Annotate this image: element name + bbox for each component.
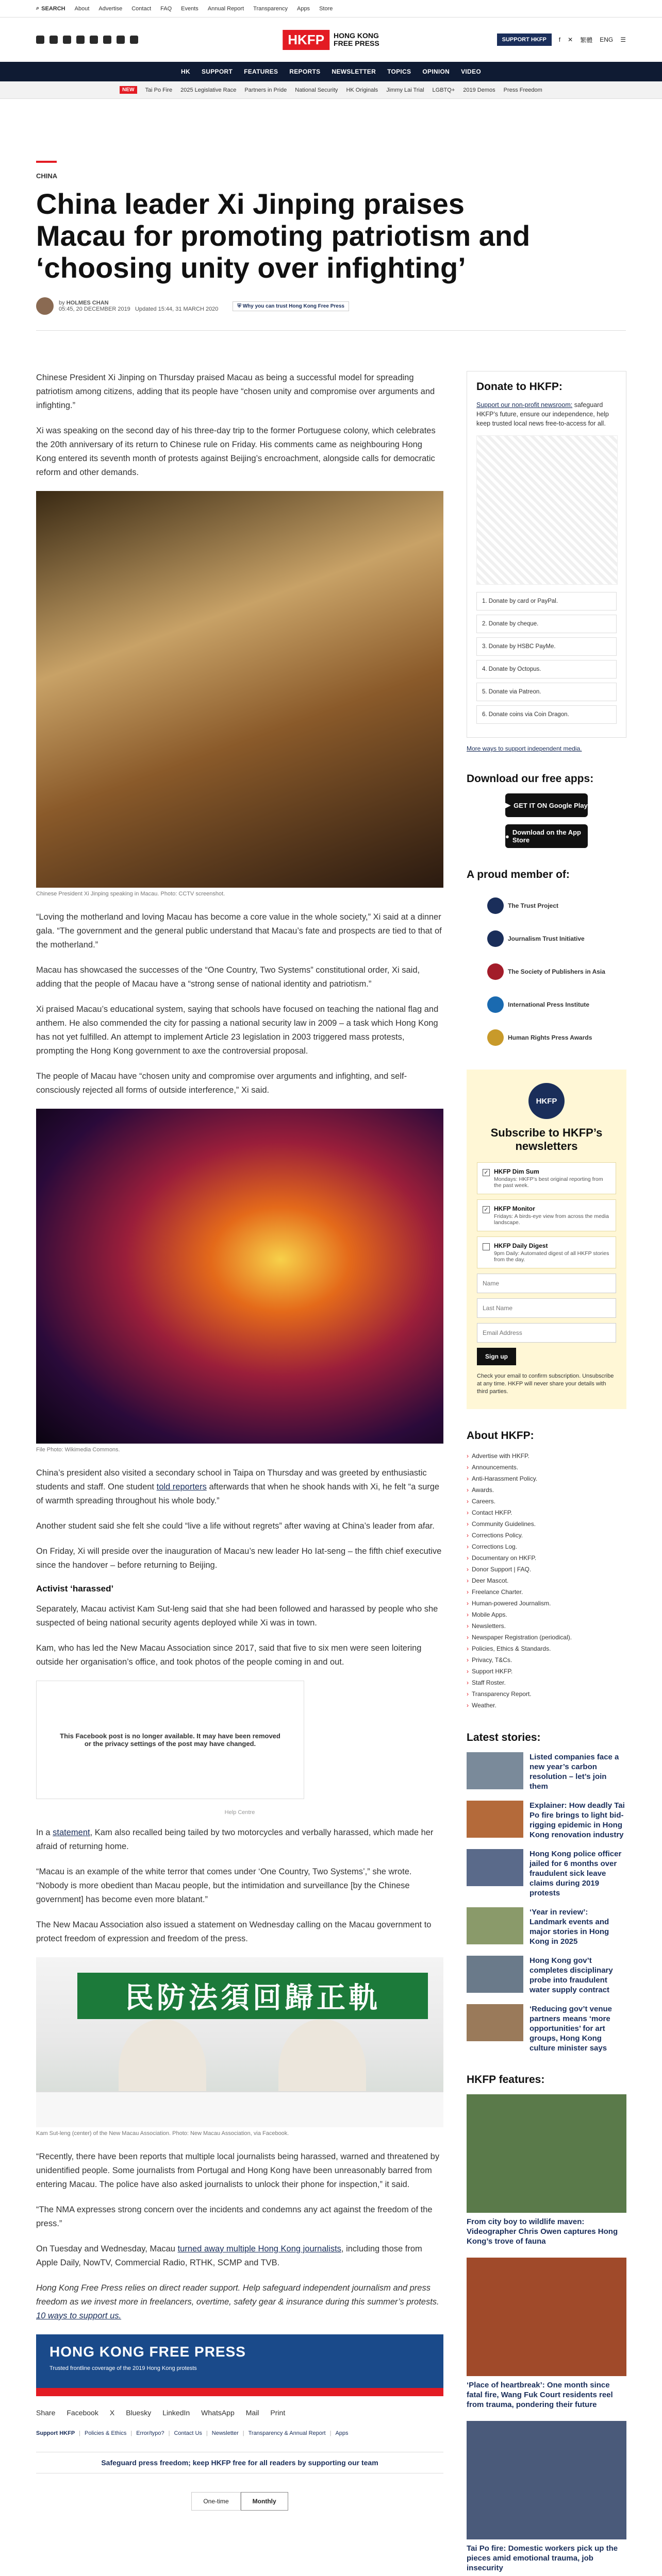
feature-headline[interactable]: Tai Po fire: Domestic workers pick up the pieces amid emotional trauma, job insecurity bbox=[467, 2544, 618, 2572]
updated-date: Updated 15:44, 31 MARCH 2020 bbox=[135, 306, 219, 312]
photo-caption: Chinese President Xi Jinping speaking in Macau. Photo: CCTV screenshot. bbox=[36, 891, 225, 897]
paragraph: “Recently, there have been reports that multiple local journalists being harassed, warned and threatened by unidentified people. Some journalists from Portugal and Hong Kong have been unreasonably barred from entering Macau. The police have also asked journalists to unlock their phone for inspection,” it said. bbox=[36, 2152, 440, 2189]
donate-qr-image[interactable] bbox=[476, 435, 618, 585]
trust-link[interactable]: ⛨ Why you can trust Hong Kong Free Press bbox=[233, 301, 349, 311]
search-icon: ⌕ bbox=[36, 5, 40, 11]
newsletter-title: Subscribe to HKFP’s newsletters bbox=[490, 1126, 603, 1153]
about-link[interactable]: › Newsletters. bbox=[467, 1620, 626, 1632]
checkbox-checked[interactable]: ✓ bbox=[483, 1206, 490, 1213]
instagram-icon[interactable] bbox=[63, 36, 71, 44]
donate-option[interactable]: 4. Donate by Octopus. bbox=[476, 660, 617, 679]
main-nav bbox=[0, 62, 662, 81]
paragraph: On Tuesday and Wednesday, Macau turned away multiple Hong Kong journalists, including those from Apple Daily, NowTV, Commercial Radio, RTHK, SCMP and TVB. bbox=[36, 2244, 422, 2267]
about-link[interactable]: › Corrections Log. bbox=[467, 1541, 626, 1552]
share-bar bbox=[36, 2409, 443, 2417]
story-headline[interactable]: Hong Kong gov’t completes disciplinary probe into fraudulent water supply contract bbox=[529, 1956, 613, 1994]
story-thumbnail[interactable] bbox=[467, 1956, 523, 1993]
about-link[interactable]: › Donor Support | FAQ. bbox=[467, 1564, 626, 1575]
latest-story[interactable] bbox=[467, 2004, 626, 2053]
help-centre-link[interactable]: Help Centre bbox=[224, 1809, 255, 1816]
about-link[interactable]: › Advertise with HKFP. bbox=[467, 1450, 626, 1462]
category-accent bbox=[36, 161, 57, 163]
nav-newsletter[interactable]: NEWSLETTER bbox=[332, 68, 376, 75]
jti-icon bbox=[487, 930, 504, 947]
feature-image[interactable] bbox=[467, 2258, 626, 2376]
section-heading: Activist ‘harassed’ bbox=[36, 1584, 114, 1594]
apple-icon: ● bbox=[505, 832, 509, 840]
latest-stories-list bbox=[467, 1752, 626, 2053]
checkbox-unchecked[interactable] bbox=[483, 1243, 490, 1250]
paragraph: The New Macau Association also issued a statement on Wednesday calling on the Macau government to protect freedom of expression and freedom of the press. bbox=[36, 1920, 432, 1943]
google-play-button[interactable]: ▶ GET IT ON Google Play bbox=[505, 793, 588, 817]
latest-stories-title: Latest stories: bbox=[467, 1732, 541, 1743]
support-newsroom-link[interactable]: Support our non-profit newsroom: bbox=[476, 401, 573, 409]
subnav-item[interactable]: 2019 Demos bbox=[463, 87, 495, 93]
bluesky-icon[interactable] bbox=[130, 36, 138, 44]
top-utility-bar bbox=[0, 0, 662, 18]
nav-hk[interactable]: HK bbox=[181, 68, 190, 75]
monthly-option[interactable]: Monthly bbox=[241, 2492, 288, 2511]
donate-option[interactable]: 1. Donate by card or PayPal. bbox=[476, 592, 617, 611]
new-macau-association-photo bbox=[36, 1957, 443, 2127]
threads-icon[interactable] bbox=[76, 36, 85, 44]
social-links bbox=[36, 36, 138, 44]
menu-icon[interactable]: ☰ bbox=[620, 36, 626, 43]
partner-jti[interactable]: Journalism Trust Initiative bbox=[487, 922, 626, 955]
site-logo[interactable] bbox=[283, 30, 379, 50]
donation-frequency-toggle bbox=[36, 2492, 443, 2511]
subnav-item[interactable]: LGBTQ+ bbox=[432, 87, 455, 93]
latest-story[interactable] bbox=[467, 1849, 626, 1898]
about-link[interactable]: › Staff Roster. bbox=[467, 1677, 626, 1688]
paragraph: “Macau is an example of the white terror that comes under ‘One Country, Two Systems’,” she wrote. “Nobody is more obedient than Macau people, but the intimidation and surveillance [by the Chinese government] has become even more blatant.” bbox=[36, 1867, 412, 1904]
footer-apps-link[interactable]: Apps bbox=[335, 2430, 349, 2436]
publish-date: 05:45, 20 DECEMBER 2019 bbox=[59, 306, 130, 312]
support-promo-banner[interactable]: HONG KONG FREE PRESS Trusted frontline coverage of the 2019 Hong Kong protests bbox=[36, 2334, 443, 2396]
story-headline[interactable]: ‘Year in review’: Landmark events and major stories in Hong Kong in 2025 bbox=[529, 1908, 609, 1946]
share-facebook[interactable]: Facebook bbox=[67, 2409, 98, 2417]
article-title: China leader Xi Jinping praises Macau for promoting patriotism and ‘choosing unity over infighting’ bbox=[36, 188, 531, 284]
lang-english-link[interactable]: ENG bbox=[600, 36, 614, 43]
xi-speaking-photo bbox=[36, 491, 443, 888]
header-right bbox=[497, 33, 626, 46]
one-time-option[interactable]: One-time bbox=[191, 2492, 240, 2511]
about-link[interactable]: › Corrections Policy. bbox=[467, 1530, 626, 1541]
story-headline[interactable]: ‘Reducing gov’t venue partners means ‘more opportunities’ for art groups, Hong Kong culture minister says bbox=[529, 2005, 613, 2053]
donate-options bbox=[476, 592, 617, 724]
subnav-item[interactable]: National Security bbox=[295, 87, 338, 93]
sopa-icon bbox=[487, 963, 504, 980]
ways-to-support-link[interactable]: 10 ways to support us. bbox=[36, 2311, 122, 2320]
ipi-icon bbox=[487, 996, 504, 1013]
subnav-item[interactable]: Tai Po Fire bbox=[145, 87, 173, 93]
about-link[interactable]: › Privacy, T&Cs. bbox=[467, 1654, 626, 1666]
partner-hrpa[interactable]: Human Rights Press Awards bbox=[487, 1021, 626, 1054]
facebook-icon[interactable] bbox=[36, 36, 44, 44]
share-label: Share bbox=[36, 2409, 56, 2417]
share-whatsapp[interactable]: WhatsApp bbox=[201, 2409, 235, 2417]
article-body bbox=[36, 371, 443, 2511]
topbar-link-contact[interactable]: Contact bbox=[131, 5, 152, 12]
share-x[interactable]: X bbox=[109, 2409, 115, 2417]
hrpa-icon bbox=[487, 1029, 504, 1046]
latest-story[interactable] bbox=[467, 1956, 626, 1995]
youtube-icon[interactable] bbox=[90, 36, 98, 44]
partner-ipi[interactable]: International Press Institute bbox=[487, 988, 626, 1021]
paragraph: “The NMA expresses strong concern over the incidents and condemns any act against the freedom of the press.” bbox=[36, 2205, 433, 2228]
topbar-link-events[interactable]: Events bbox=[181, 5, 198, 12]
paragraph: Another student said she felt she could “live a life without regrets” after waving at China’s leader from afar. bbox=[36, 1521, 435, 1531]
site-header bbox=[0, 18, 662, 62]
topbar-link-advertise[interactable]: Advertise bbox=[98, 5, 123, 12]
about-link[interactable]: › Awards. bbox=[467, 1484, 626, 1496]
donate-box: Donate to HKFP: Support our non-profit newsroom: safeguard HKFP’s future, ensure our independence, help keep trusted local news free-to-access for all. 1. Donate by card or PayPal. 2. Donate by cheque. 3. Donate by HSBC PayMe. 4. Donate by Octopus. 5. Donate via Patreon. 6. Donate coins via Coin Dragon. bbox=[467, 371, 626, 738]
donate-option[interactable]: 5. Donate via Patreon. bbox=[476, 683, 617, 701]
topbar-link-annual-report[interactable]: Annual Report bbox=[207, 5, 244, 12]
about-link[interactable]: › Transparency Report. bbox=[467, 1688, 626, 1700]
feature-image[interactable] bbox=[467, 2421, 626, 2539]
donate-title: Donate to HKFP: bbox=[476, 381, 562, 393]
partner-trust-project[interactable]: The Trust Project bbox=[487, 889, 626, 922]
paragraph: Xi praised Macau’s educational system, saying that schools have focused on teaching the national flag and anthem. He also commended the city for passing a national security law in 2009 – a task which Hong Kong has not yet fulfilled. An attempt to implement Article 23 legislation in 2003 triggered mass protests, prompting the Hong Kong government to axe the controversial proposal. bbox=[36, 1005, 439, 1056]
journalists-turned-away-link[interactable]: turned away multiple Hong Kong journalists bbox=[177, 2244, 341, 2253]
features-list bbox=[467, 2094, 626, 2573]
logo-mark: HKFP bbox=[283, 30, 329, 50]
newsletter-signup bbox=[467, 1070, 626, 1409]
author-avatar bbox=[36, 297, 54, 315]
paragraph: In a statement, Kam also recalled being tailed by two motorcycles and verbally harassed, which made her afraid of returning home. bbox=[36, 1828, 434, 1851]
footer-error-link[interactable]: Error/typo? bbox=[136, 2430, 164, 2436]
subnav-item[interactable]: Jimmy Lai Trial bbox=[386, 87, 424, 93]
app-store-button[interactable]: ● Download on the App Store bbox=[505, 824, 588, 848]
subnav-item[interactable]: Partners in Pride bbox=[244, 87, 287, 93]
feature-headline[interactable]: ‘Place of heartbreak’: One month since fatal fire, Wang Fuk Court residents reel from trauma, pondering their future bbox=[467, 2381, 613, 2409]
facebook-embed-unavailable: This Facebook post is no longer available. It may have been removed or the privacy settings of the post may have changed. bbox=[36, 1681, 304, 1799]
telegram-icon[interactable] bbox=[117, 36, 125, 44]
share-bluesky[interactable]: Bluesky bbox=[126, 2409, 152, 2417]
subnav-item[interactable]: 2025 Legislative Race bbox=[180, 87, 237, 93]
nav-topics[interactable]: TOPICS bbox=[387, 68, 411, 75]
paragraph: Chinese President Xi Jinping on Thursday praised Macau as being a successful model for spreading patriotism among citizens, adding that its people have “chosen unity and compromise over arguments and infighting.” bbox=[36, 373, 435, 410]
topbar-link-apps[interactable]: Apps bbox=[296, 5, 310, 12]
about-link[interactable]: › Freelance Charter. bbox=[467, 1586, 626, 1598]
nav-support[interactable]: SUPPORT bbox=[201, 68, 233, 75]
subnav-item[interactable]: HK Originals bbox=[346, 87, 378, 93]
topbar-link-store[interactable]: Store bbox=[319, 5, 333, 12]
paragraph: Separately, Macau activist Kam Sut-leng said that she had been followed and harassed by people who she suspected of being national security agents deployed while Xi was in town. bbox=[36, 1604, 438, 1628]
feature-story[interactable] bbox=[467, 2094, 626, 2246]
about-link[interactable]: › Deer Mascot. bbox=[467, 1575, 626, 1586]
story-headline[interactable]: Listed companies face a new year’s carbon resolution – let’s join them bbox=[529, 1753, 619, 1791]
about-link[interactable]: › Anti-Harassment Policy. bbox=[467, 1473, 626, 1484]
about-link[interactable]: › Contact HKFP. bbox=[467, 1507, 626, 1518]
apps-title: Download our free apps: bbox=[467, 773, 594, 785]
about-title: About HKFP: bbox=[467, 1430, 534, 1442]
first-name-input[interactable] bbox=[477, 1274, 616, 1293]
email-input[interactable] bbox=[477, 1323, 616, 1343]
about-link[interactable]: › Weather. bbox=[467, 1700, 626, 1711]
about-link[interactable]: › Community Guidelines. bbox=[467, 1518, 626, 1530]
story-thumbnail[interactable] bbox=[467, 1801, 523, 1838]
author-name[interactable]: HOLMES CHAN bbox=[66, 300, 109, 306]
topic-subnav bbox=[0, 81, 662, 99]
protest-banner: 民防法須回歸正軌 bbox=[77, 1973, 428, 2019]
story-thumbnail[interactable] bbox=[467, 2004, 523, 2041]
facebook-icon[interactable]: f bbox=[558, 36, 561, 43]
footer-newsletter-link[interactable]: Newsletter bbox=[211, 2430, 239, 2436]
topbar-link-transparency[interactable]: Transparency bbox=[253, 5, 288, 12]
search-button[interactable]: ⌕ SEARCH bbox=[36, 5, 65, 12]
donate-option[interactable]: 2. Donate by cheque. bbox=[476, 615, 617, 633]
nav-reports[interactable]: REPORTS bbox=[289, 68, 321, 75]
latest-story[interactable] bbox=[467, 1752, 626, 1791]
new-badge: NEW bbox=[120, 86, 137, 94]
story-thumbnail[interactable] bbox=[467, 1849, 523, 1886]
topbar-link-about[interactable]: About bbox=[74, 5, 90, 12]
about-link[interactable]: › Careers. bbox=[467, 1496, 626, 1507]
told-reporters-link[interactable]: told reporters bbox=[156, 1482, 207, 1492]
article-footer-links: Support HKFP | Policies & Ethics | Error/typo? | Contact Us | Newsletter | Transparency & Annual Report | Apps bbox=[36, 2430, 349, 2436]
lang-chinese-link[interactable]: 繁體 bbox=[580, 36, 593, 44]
about-link[interactable]: › Human-powered Journalism. bbox=[467, 1598, 626, 1609]
story-thumbnail[interactable] bbox=[467, 1752, 523, 1789]
trust-project-icon bbox=[487, 897, 504, 914]
nav-features[interactable]: FEATURES bbox=[244, 68, 278, 75]
x-icon[interactable]: ✕ bbox=[568, 36, 573, 43]
paragraph: “Loving the motherland and loving Macau has become a core value in the whole society,” Xi said at a dinner gala. “The government and the general public understand that Macau’s fate and prospects are tied to that of the motherland.” bbox=[36, 912, 442, 950]
subnav-item[interactable]: Press Freedom bbox=[503, 87, 542, 93]
newsletter-option-monitor[interactable]: ✓ HKFP Monitor Fridays: A birds-eye view from across the media landscape. bbox=[477, 1199, 616, 1231]
play-icon: ▶ bbox=[505, 801, 511, 809]
about-list bbox=[467, 1450, 626, 1711]
proud-member-title: A proud member of: bbox=[467, 869, 570, 880]
feature-story[interactable] bbox=[467, 2258, 626, 2410]
donate-option[interactable]: 3. Donate by HSBC PayMe. bbox=[476, 637, 617, 656]
about-link[interactable]: › Documentary on HKFP. bbox=[467, 1552, 626, 1564]
sidebar bbox=[467, 371, 626, 2576]
newsletter-option-digest[interactable]: HKFP Daily Digest 9pm Daily: Automated digest of all HKFP stories from the day. bbox=[477, 1236, 616, 1268]
about-link[interactable]: › Policies, Ethics & Standards. bbox=[467, 1643, 626, 1654]
paragraph: Kam, who has led the New Macau Association since 2017, said that five to six men were seen loitering outside her organisation’s office, and took photos of the people coming in and out. bbox=[36, 1643, 422, 1667]
features-title: HKFP features: bbox=[467, 2074, 545, 2086]
latest-story[interactable] bbox=[467, 1907, 626, 1946]
checkbox-checked[interactable]: ✓ bbox=[483, 1169, 490, 1176]
article-category[interactable]: CHINA bbox=[36, 172, 58, 180]
footer-support-link[interactable]: Support HKFP bbox=[36, 2430, 75, 2436]
feature-story[interactable] bbox=[467, 2421, 626, 2573]
last-name-input[interactable] bbox=[477, 1298, 616, 1318]
shield-icon: ⛨ bbox=[237, 303, 243, 309]
safeguard-banner[interactable]: Safeguard press freedom; keep HKFP free for all readers by supporting our team bbox=[36, 2452, 443, 2473]
linkedin-icon[interactable] bbox=[103, 36, 111, 44]
latest-story[interactable] bbox=[467, 1801, 626, 1840]
feature-image[interactable] bbox=[467, 2094, 626, 2213]
paragraph: The people of Macau have “chosen unity and compromise over arguments and infighting, and self-consciously rejected all forms of outside interference,” Xi said. bbox=[36, 1072, 407, 1095]
story-headline[interactable]: Explainer: How deadly Tai Po fire brings to light bid-rigging epidemic in Hong Kong renovation industry bbox=[529, 1801, 625, 1839]
newsletter-option-dimsum[interactable]: ✓ HKFP Dim Sum Mondays: HKFP’s best original reporting from the past week. bbox=[477, 1162, 616, 1194]
statement-link[interactable]: statement bbox=[53, 1828, 90, 1837]
story-headline[interactable]: Hong Kong police officer jailed for 6 months over fraudulent sick leave claims during 2019 protests bbox=[529, 1850, 622, 1897]
topbar-link-faq[interactable]: FAQ bbox=[160, 5, 172, 12]
logo-text: HONG KONG FREE PRESS bbox=[334, 31, 379, 47]
newsletter-logo: HKFP bbox=[528, 1083, 565, 1119]
share-linkedin[interactable]: LinkedIn bbox=[162, 2409, 190, 2417]
divider bbox=[36, 330, 626, 331]
photo-caption: Kam Sut-leng (center) of the New Macau Association. Photo: New Macau Association, via Facebook. bbox=[36, 2130, 289, 2137]
footer-contact-link[interactable]: Contact Us bbox=[174, 2430, 202, 2436]
share-print[interactable]: Print bbox=[270, 2409, 286, 2417]
paragraph: China’s president also visited a secondary school in Taipa on Thursday and was greeted by enthusiastic students and staff. One student told reporters afterwards that when he shook hands with Xi, he felt “a surge of warmth spreading throughout his whole body.” bbox=[36, 1468, 440, 1505]
story-thumbnail[interactable] bbox=[467, 1907, 523, 1944]
donate-option[interactable]: 6. Donate coins via Coin Dragon. bbox=[476, 705, 617, 724]
byline: by HOLMES CHAN 05:45, 20 DECEMBER 2019 Updated 15:44, 31 MARCH 2020 ⛨ Why you can trust Hong Kong Free Press bbox=[36, 297, 626, 315]
sign-up-button[interactable]: Sign up bbox=[477, 1348, 516, 1365]
footer-transparency-link[interactable]: Transparency & Annual Report bbox=[248, 2430, 326, 2436]
macau-casino-photo bbox=[36, 1109, 443, 1444]
paragraph: Macau has showcased the successes of the “One Country, Two Systems” constitutional order, Xi said, adding that the people of Macau have a “strong sense of national identity and patriotism.” bbox=[36, 965, 420, 989]
nav-opinion[interactable]: OPINION bbox=[422, 68, 450, 75]
x-icon[interactable] bbox=[49, 36, 58, 44]
nav-video[interactable]: VIDEO bbox=[461, 68, 481, 75]
share-mail[interactable]: Mail bbox=[245, 2409, 259, 2417]
press-table bbox=[36, 2091, 443, 2127]
footer-policies-link[interactable]: Policies & Ethics bbox=[85, 2430, 127, 2436]
about-link[interactable]: › Announcements. bbox=[467, 1462, 626, 1473]
about-link[interactable]: › Newspaper Registration (periodical). bbox=[467, 1632, 626, 1643]
feature-headline[interactable]: From city boy to wildlife maven: Videographer Chris Owen captures Hong Kong’s trove of fauna bbox=[467, 2217, 618, 2246]
support-hkfp-button[interactable]: SUPPORT HKFP bbox=[497, 33, 552, 46]
more-ways-link[interactable]: More ways to support independent media. bbox=[467, 745, 582, 752]
newsletter-note: Check your email to confirm subscription. Unsubscribe at any time. HKFP will never share your details with third parties. bbox=[477, 1373, 614, 1395]
about-link[interactable]: › Support HKFP. bbox=[467, 1666, 626, 1677]
photo-caption: File Photo: Wikimedia Commons. bbox=[36, 1447, 120, 1453]
article-header bbox=[0, 161, 662, 331]
paragraph: Xi was speaking on the second day of his three-day trip to the former Portuguese colony, which celebrates the 20th anniversary of its return to Chinese rule on Friday. His comments came as neighbouring Hong Kong entered its seventh month of protests against Beijing’s encroachment, alongside calls for democratic reform and other demands. bbox=[36, 426, 436, 477]
about-link[interactable]: › Mobile Apps. bbox=[467, 1609, 626, 1620]
partner-sopa[interactable]: The Society of Publishers in Asia bbox=[487, 955, 626, 988]
paragraph: On Friday, Xi will preside over the inauguration of Macau’s new leader Ho Iat-seng – the fifth chief executive since the handover – before returning to Beijing. bbox=[36, 1547, 442, 1570]
support-note: Hong Kong Free Press relies on direct reader support. Help safeguard independent journalism and press freedom as we invest more in freelancers, overtime, safety gear & insurance during this summer’s protests. 10 ways to support us. bbox=[36, 2283, 439, 2320]
